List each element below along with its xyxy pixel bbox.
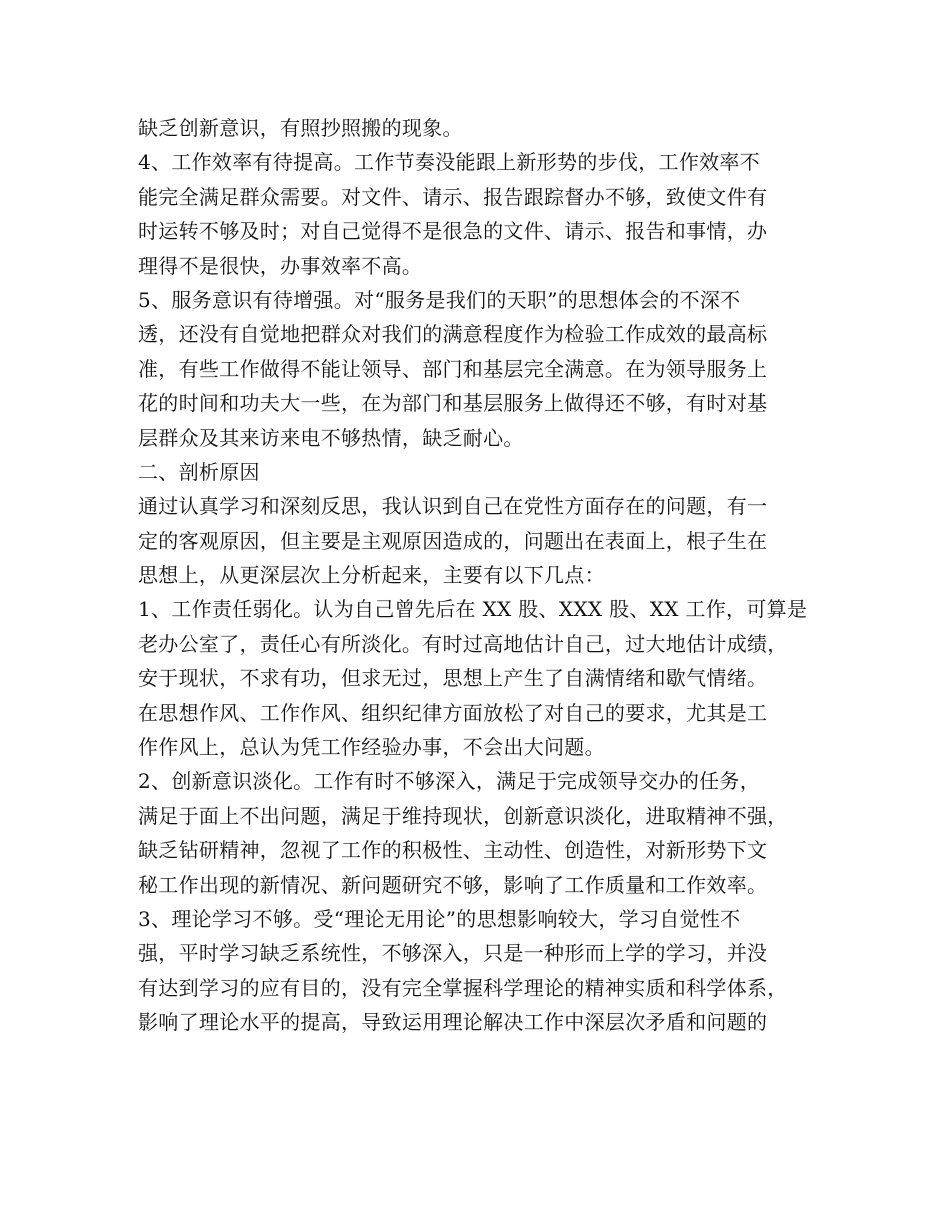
document-body: [138, 111, 818, 1040]
text-line: 2、创新意识淡化。工作有时不够深入，满足于完成领导交办的任务，: [138, 769, 761, 794]
text-line: 满足于面上不出问题，满足于维持现状，创新意识淡化，进取精神不强，: [138, 803, 788, 828]
text-line: 秘工作出现的新情况、新问题研究不够，影响了工作质量和工作效率。: [138, 872, 768, 897]
text-line: 强，平时学习缺乏系统性，不够深入，只是一种形而上学的学习，并没: [138, 941, 768, 966]
text-line: 作作风上，总认为凭工作经验办事，不会出大问题。: [138, 735, 605, 760]
text-line: 3、理论学习不够。受“理论无用论”的思想影响较大，学习自觉性不: [138, 906, 741, 931]
text-line: 影响了理论水平的提高，导致运用理论解决工作中深层次矛盾和问题的: [138, 1010, 768, 1035]
text-line: 在思想作风、工作作风、组织纪律方面放松了对自己的要求，尤其是工: [138, 700, 768, 725]
text-line: 缺乏钻研精神，忽视了工作的积极性、主动性、创造性，对新形势下文: [138, 838, 768, 863]
text-line: 1、工作责任弱化。认为自己曾先后在 XX 股、XXX 股、XX 工作，可算是: [138, 597, 808, 622]
text-line: 准，有些工作做得不能让领导、部门和基层完全满意。在为领导服务上: [138, 356, 768, 381]
section-heading: 二、剖析原因: [138, 459, 260, 484]
text-line: 老办公室了，责任心有所淡化。有时过高地估计自己，过大地估计成绩，: [138, 631, 788, 656]
text-line: 缺乏创新意识，有照抄照搬的现象。: [138, 116, 463, 140]
text-line: 透，还没有自觉地把群众对我们的满意程度作为检验工作成效的最高标: [138, 322, 768, 347]
text-line: 花的时间和功夫大一些，在为部门和基层服务上做得还不够，有时对基: [138, 391, 768, 416]
text-line: 有达到学习的应有目的，没有完全掌握科学理论的精神实质和科学体系，: [138, 975, 788, 1000]
text-line: 能完全满足群众需要。对文件、请示、报告跟踪督办不够，致使文件有: [138, 184, 768, 209]
text-line: 时运转不够及时；对自己觉得不是很急的文件、请示、报告和事情，办: [138, 219, 768, 244]
text-line: 理得不是很快，办事效率不高。: [138, 253, 423, 278]
text-line: 5、服务意识有待增强。对“服务是我们的天职”的思想体会的不深不: [138, 287, 741, 312]
text-line: 思想上，从更深层次上分析起来，主要有以下几点：: [138, 563, 605, 588]
text-line: 定的客观原因，但主要是主观原因造成的，问题出在表面上，根子生在: [138, 528, 768, 553]
text-line: 层群众及其来访来电不够热情，缺乏耐心。: [138, 425, 524, 450]
text-line: 4、工作效率有待提高。工作节奏没能跟上新形势的步伐，工作效率不: [138, 150, 761, 175]
text-line: 安于现状，不求有功，但求无过，思想上产生了自满情绪和歇气情绪。: [138, 666, 768, 691]
text-line: 通过认真学习和深刻反思，我认识到自己在党性方面存在的问题，有一: [138, 494, 768, 519]
